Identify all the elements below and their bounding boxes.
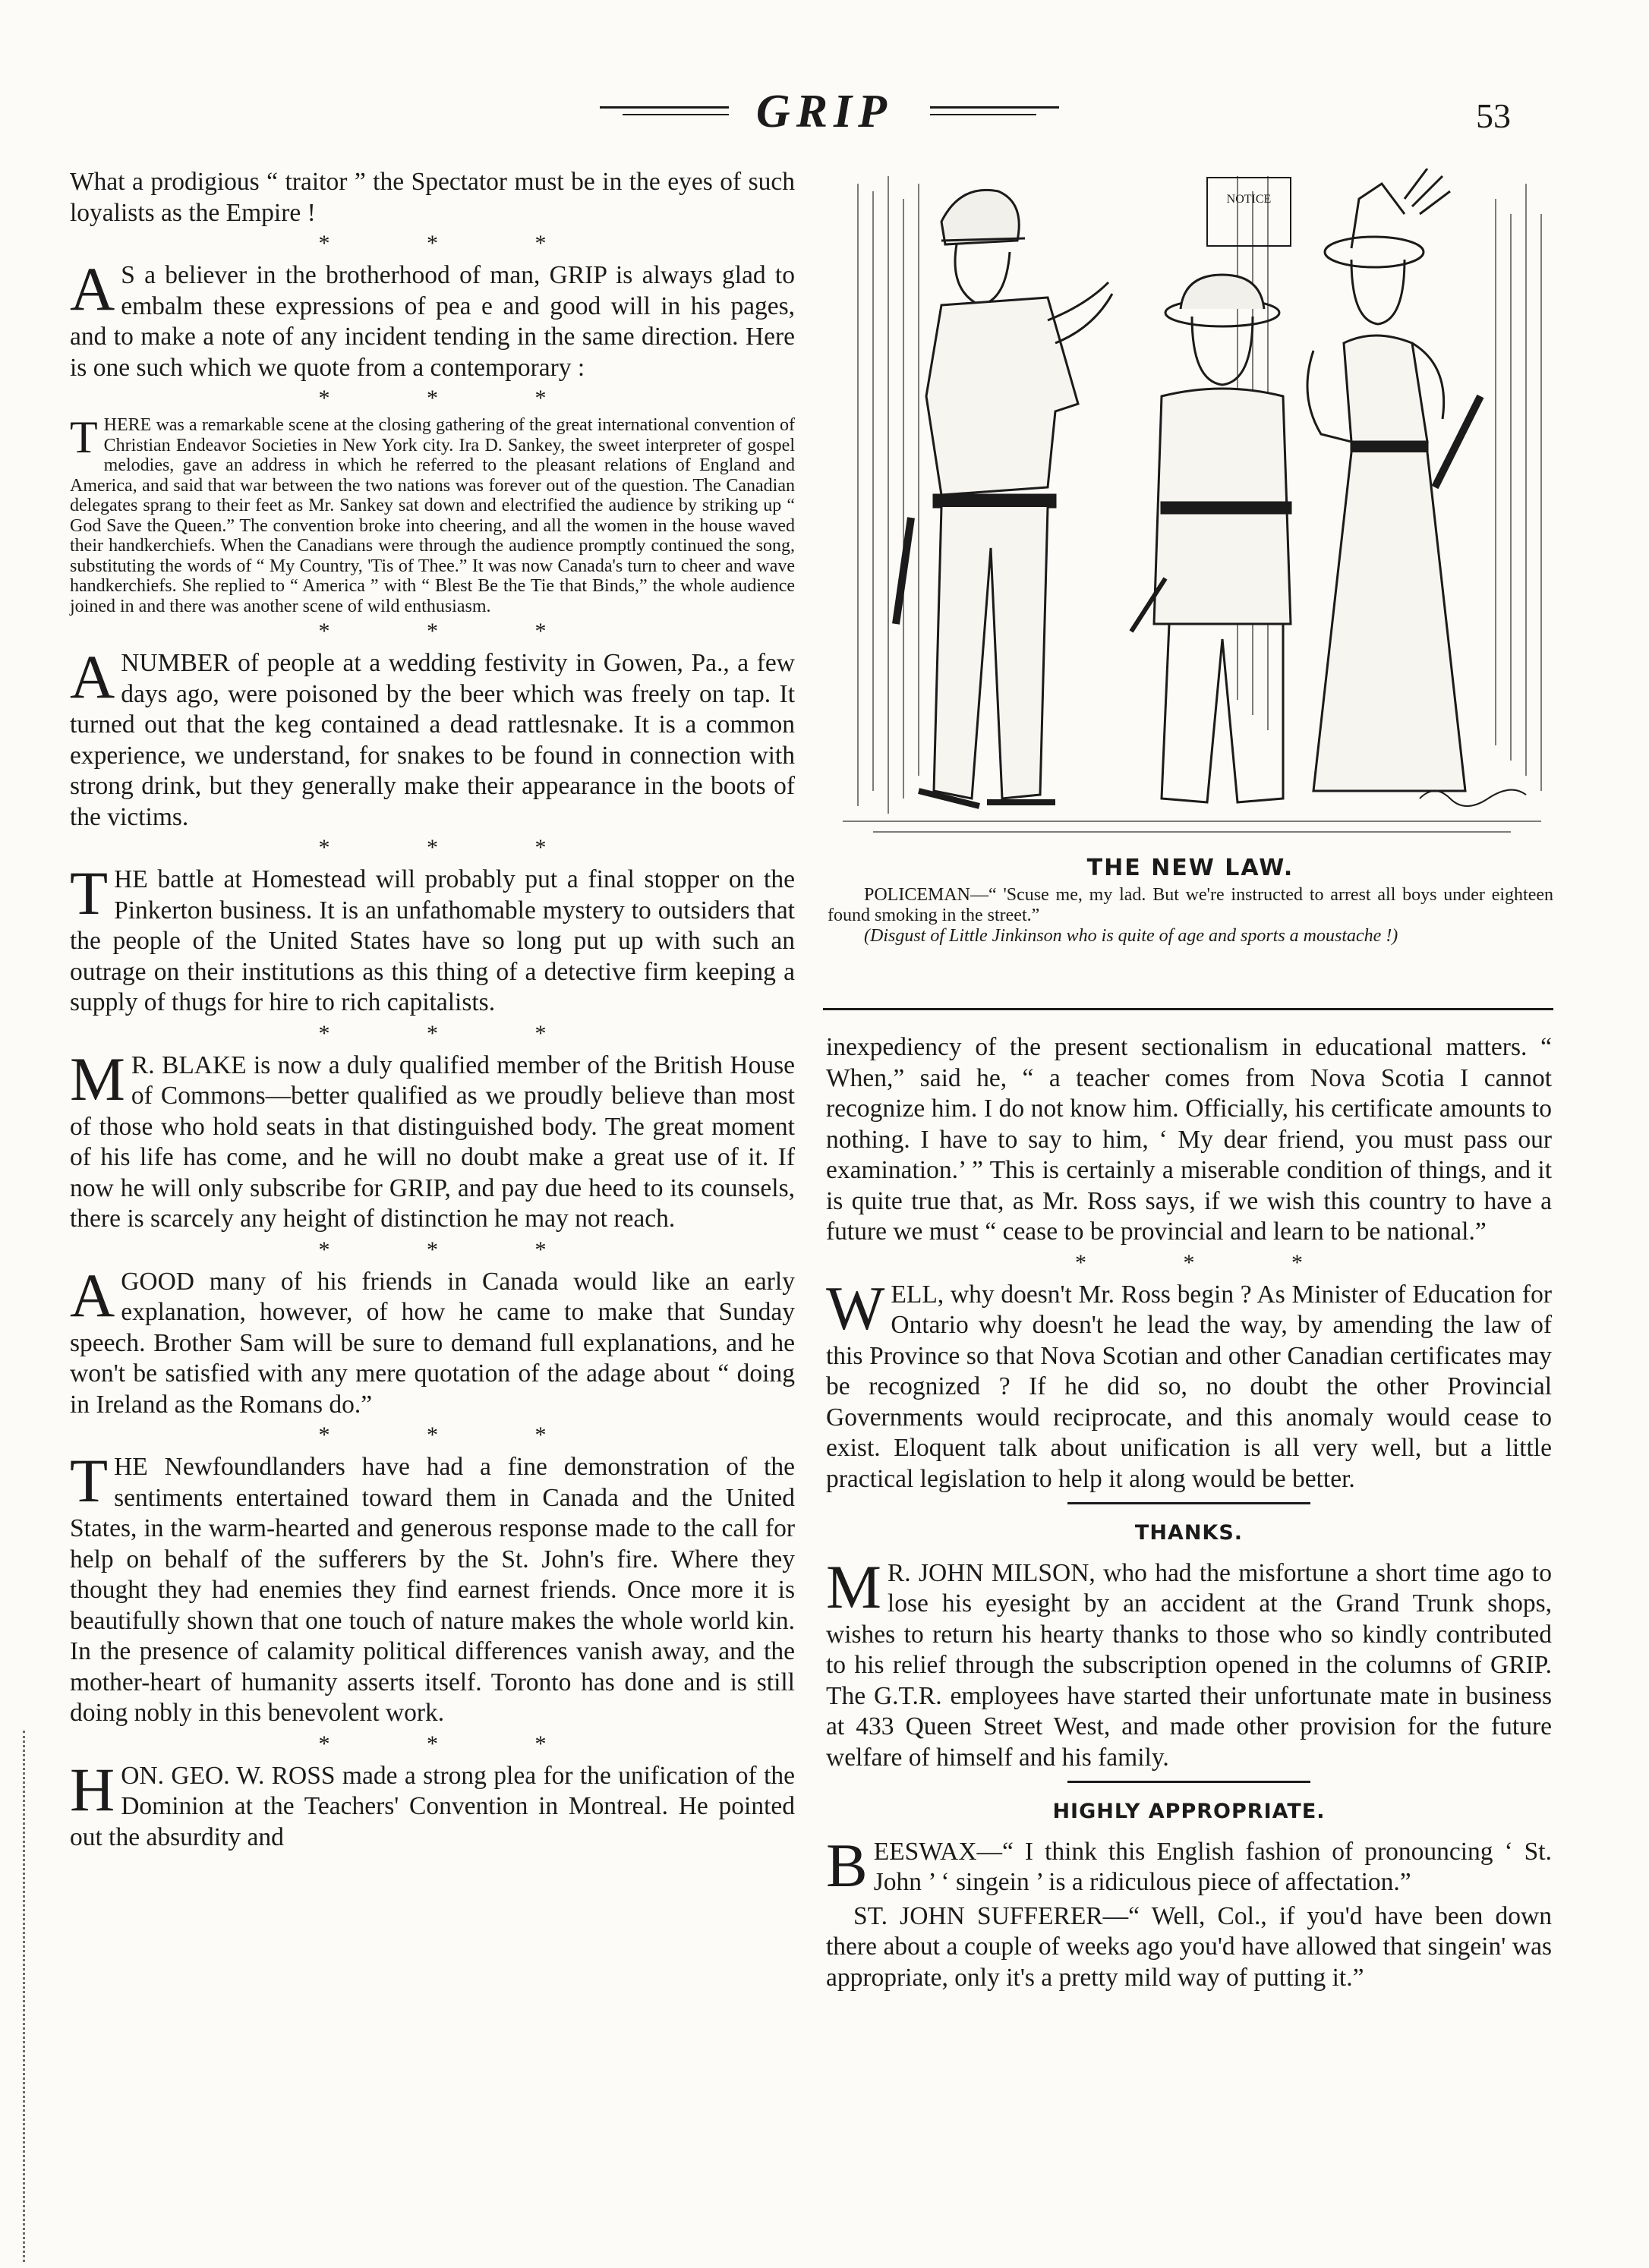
paragraph-text: NUMBER of people at a wedding festivity in Gowen, Pa., a few days ago, were poisoned by the beer which was freely on tap. It turned out that the keg contained a dead rattlesnake. It is a common experience, we understand, for snakes to be found in connection with strong drink, but they generally make their appearance in the boots of the victims. [70, 649, 795, 831]
dropcap: W [826, 1273, 885, 1343]
policeman-figure [896, 190, 1112, 806]
paragraph-text: R. BLAKE is now a duly qualified member of the British House of Commons—better qualified as we proudly believe than most of those who hold seats in that distinguished body. The great moment of his life has come, and he will no doubt make a great use of it. If now he will only subscribe for GRIP, and pay due heed to its counsels, there is scarcely any height of distinction he may not reach. [70, 1051, 795, 1233]
paragraph-well [826, 1273, 1552, 1495]
dropcap: H [70, 1754, 115, 1824]
cartoon-caption [828, 885, 1553, 947]
heading-thanks: THANKS. [1134, 1521, 1244, 1545]
paragraph-milson [826, 1551, 1552, 1774]
section-stars: * * * [318, 1731, 592, 1756]
cartoon-illustration [828, 169, 1553, 844]
paragraph-homestead [70, 858, 795, 1019]
section-divider [1067, 1781, 1310, 1783]
boy-figure [1131, 275, 1291, 802]
dropcap: T [70, 412, 98, 462]
speaker-name: ST. JOHN SUFFERER [853, 1901, 1103, 1930]
caption-speaker: POLICEMAN [864, 885, 971, 905]
lady-figure [1307, 169, 1480, 791]
paragraph-text: HE battle at Homestead will probably put a final stopper on the Pinkerton business. It is an unfathomable mystery to outsiders that the people of the United States have so long put up with such an outrage on their institutions as this thing of a detective firm keeping a supply of thugs for hire to rich capitalists. [70, 865, 795, 1016]
notice-sign [1207, 178, 1291, 246]
paragraph-text: R. JOHN MILSON, who had the misfortune a short time ago to lose his eyesight by an accident at the Grand Trunk shops, wishes to return his hearty thanks to those who so kindly contributed to his relief through the subscription opened in the columns of GRIP. The G.T.R. employees have started their unfortunate mate in business at 433 Queen Street West, and made other provision for the future welfare of himself and his family. [826, 1558, 1552, 1772]
paragraph-ross-continued: inexpediency of the present sectionalism in educational matters. “ When,” said he, “ a teacher comes from Nova Scotia I cannot recognize him. I do not know him. Officially, his certificate amounts to nothing. I have to say to him, ‘ My dear friend, you must pass our examination.’ ” This is certainly a miserable condition of things, and it is quite true that, as Mr. Ross says, if we wish this country to have a future we must “ cease to be provincial and learn to be national.” [826, 1033, 1552, 1246]
paragraph-brotherhood [70, 254, 795, 383]
caption-dialogue [828, 885, 1553, 926]
section-stars: * * * [318, 1020, 592, 1046]
quoted-passage [70, 412, 795, 616]
dropcap: M [70, 1044, 125, 1114]
paragraph-text: S a believer in the brotherhood of man, GRIP is always glad to embalm these expressions of pea e and good will in his pages, and to make a note of any incident tending in the same direction. Here is one such which we quote from a contemporary : [70, 261, 795, 382]
paragraph-spectator: What a prodigious “ traitor ” the Spectator must be in the eyes of such loyalists as the Empire ! [70, 168, 795, 227]
masthead [0, 85, 1649, 153]
dropcap: M [826, 1551, 881, 1621]
left-column [70, 167, 795, 1856]
quote-text: HERE was a remarkable scene at the closing gathering of the great international convention of Christian Endeavor Societies in New York city. Ira D. Sankey, the sweet interpreter of gospel melodies, gave an address in which he referred to the pleasant relations of England and America, and said that war between the two nations was forever out of the question. The Canadian delegates sprang to their feet as Mr. Sankey sat down and electrified the audience by striking up “ God Save the Queen.” The convention broke into cheering, and all the women in the house waved their handkerchiefs. When the Canadians were through the audience promptly continued the song, substituting the words of “ My Country, 'Tis of Thee.” It was now Canada's turn to cheer and wave handkerchiefs. She replied to “ America ” with “ Blest Be the Tie that Binds,” the whole audience joined in and there was another scene of wild enthusiasm. [70, 415, 795, 616]
right-column [826, 1032, 1552, 1996]
paragraph-text: ELL, why doesn't Mr. Ross begin ? As Minister of Education for Ontario why doesn't he lead the way, by amending the law of this Province so that Nova Scotian and other Canadian certificates may be recognized ? If he did so, no doubt the other Provincial Governments would reciprocate, and this anomaly would cease to exist. Eloquent talk about unification is all very well, but a little practical legislation to help it along would be better. [826, 1280, 1552, 1493]
section-stars: * * * [318, 231, 592, 256]
caption-note: (Disgust of Little Jinkinson who is quite of age and sports a moustache !) [864, 926, 1398, 946]
section-stars: * * * [318, 1422, 592, 1447]
dropcap: A [70, 1260, 115, 1330]
dropcap: T [70, 1446, 109, 1515]
caption-divider [823, 1008, 1553, 1010]
paragraph-sufferer [826, 1901, 1552, 1994]
dropcap: A [70, 254, 115, 323]
paragraph-text: —“ Well, Col., if you'd have been down there about a couple of weeks ago you'd have allowed that singein' was appropriate, only it's a pretty mild way of putting it.” [826, 1901, 1552, 1992]
section-divider [1067, 1502, 1310, 1504]
dropcap: T [70, 858, 109, 928]
cartoon-title: THE NEW LAW. [1086, 855, 1294, 881]
paragraph-text: GOOD many of his friends in Canada would like an early explanation, however, of how he came to make that Sunday speech. Brother Sam will be sure to demand full explanations, and he won't be satisfied with any mere quotation of the adage about “ doing in Ireland as the Romans do.” [70, 1267, 795, 1419]
heading-highly-appropriate: HIGHLY APPROPRIATE. [1052, 1800, 1326, 1823]
paragraph-newfoundland [70, 1446, 795, 1729]
caption-line: —“ 'Scuse me, my lad. But we're instructed to arrest all boys under eighteen found smoking in the street.” [828, 885, 1553, 925]
paragraph-text: ON. GEO. W. ROSS made a strong plea for the unification of the Dominion at the Teachers' Convention in Montreal. He pointed out the absurdity and [70, 1761, 795, 1851]
page-number: 53 [1476, 96, 1511, 135]
notice-sign-text: NOTICE [1226, 193, 1272, 206]
masthead-title: GRIP [755, 86, 894, 137]
paragraph-blake [70, 1044, 795, 1235]
dropcap: B [826, 1830, 868, 1900]
margin-perforation [23, 1731, 31, 2262]
section-stars: * * * [318, 619, 592, 644]
paragraph-ross [70, 1754, 795, 1854]
paragraph-wedding [70, 642, 795, 833]
section-stars: * * * [1075, 1249, 1348, 1275]
paragraph-beeswax [826, 1830, 1552, 1900]
dropcap: A [70, 642, 115, 711]
artist-signature [1420, 790, 1526, 806]
section-stars: * * * [318, 835, 592, 860]
paragraph-text: EESWAX—“ I think this English fashion of pronouncing ‘ St. John ’ ‘ singein ’ is a ridiculous piece of affectation.” [873, 1837, 1552, 1896]
paragraph-friends [70, 1260, 795, 1421]
section-stars: * * * [318, 386, 592, 411]
section-stars: * * * [318, 1236, 592, 1262]
paragraph-text: HE Newfoundlanders have had a fine demonstration of the sentiments entertained toward them in Canada and the United States, in the warm-hearted and generous response made to the call for help on behalf of the sufferers by the St. John's fire. Where they thought they had enemies they find earnest friends. Once more it is beautifully shown that one touch of nature makes the whole world kin. In the presence of calamity political differences vanish away, and the mother-heart of humanity asserts itself. Toronto has done and is still doing nobly in this benevolent work. [70, 1453, 795, 1727]
